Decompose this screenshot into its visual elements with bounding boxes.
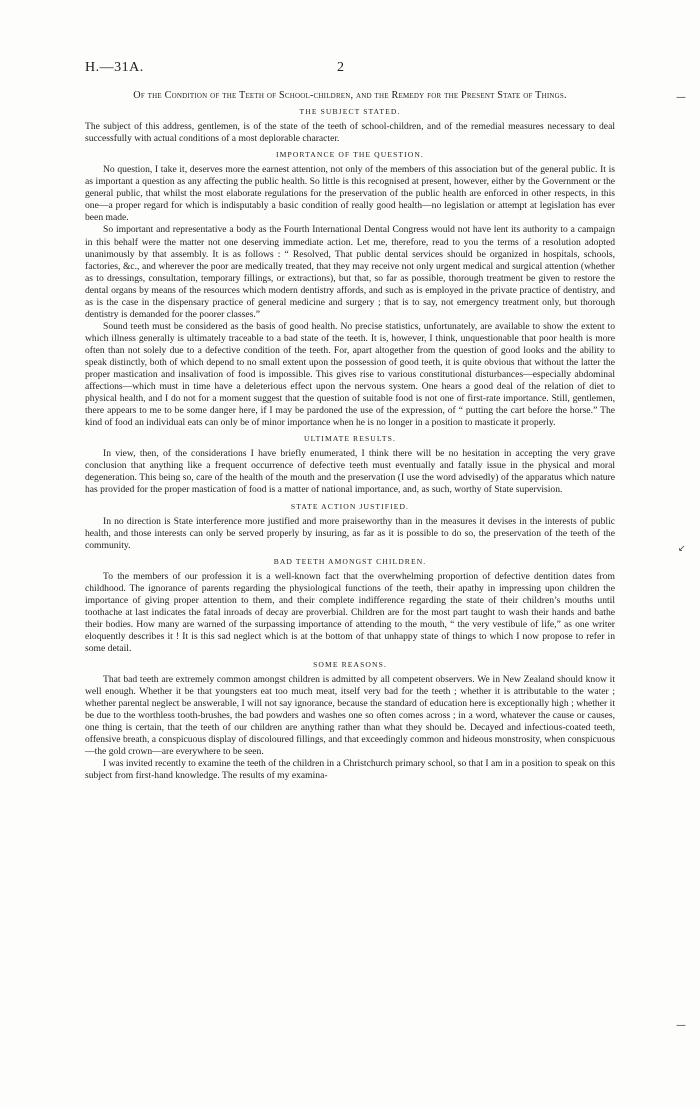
paragraph: So important and representative a body as the Fourth International Dental Congress would not have lent its authority to a campaign in this behalf were the matter not one deserving immediate action. Let me, therefore, read to you the terms of a resolution adopted unanimously by that assembly. It is as follows : “ Resolved, That public dental services should be organized in hospitals, schools, factories, &c., and wherever the poor are medically treated, that they may receive not only urgent medical and surgical attention (whether as to dressings, consultation, temporary fillings, or extractions), but that, so far as possible, thorough treatment be given to restore the dental organs by means of the resources which modern dentistry affords, and such as is employed in the private practice of dentistry, and as is the case in the dispensary practice of general medicine and surgery ; that is to say, not emergency treatment only, but thorough dentistry is demanded for the poorer classes.” xyxy=(85,224,615,320)
paragraph: That bad teeth are extremely common amongst children is admitted by all competent observers. We in New Zealand should know it well enough. Whether it be that youngsters eat too much meat, itself very bad for the teeth ; whether it is attributable to the water ; whether parental neglect be answerable, I will not say ignorance, because the standard of education here is exceptionally high ; whether it be due to the worthless tooth-brushes, the bad powders and washes one so often comes across ; in a word, whatever the cause or causes, one thing is certain, that the teeth of our children are anything rather than what they should be. Decayed and infectious-coated teeth, offensive breath, a conspicuous display of discoloured fillings, and that exceedingly common and hideous monstrosity, when conspicuous—the gold crown—are everywhere to be seen. xyxy=(85,674,615,758)
paragraph: No question, I take it, deserves more the earnest attention, not only of the members of this association but of the general public. It is as important a question as any affecting the public health. So little is this recognised at present, however, either by the Government or the general public, that whilst the most elaborate regulations for the preservation of the public health are enforced in other respects, in this one—a proper regard for which is indisputably a basic condition of really good health—no legislation or attempt at legislation has ever been made. xyxy=(85,164,615,224)
document-body xyxy=(85,90,615,783)
section-heading: IMPORTANCE OF THE QUESTION. xyxy=(276,150,424,160)
paragraph: To the members of our profession it is a well-known fact that the overwhelming proportion of defective dentition dates from childhood. The ignorance of parents regarding the physiological functions of the teeth, their apathy in impressing upon children the importance of giving proper attention to them, and their complete indifference regarding the state of their children’s mouths until toothache at last indicates the fatal inroads of decay are proverbial. Children are for the most part taught to wash their hands and bathe their bodies. How many are warned of the surpassing importance of attending to the mouth, “ the very vestibule of life,” as one writer eloquently describes it ! It is this sad neglect which is at the bottom of that unhappy state of things to which I now propose to refer in some detail. xyxy=(85,570,615,655)
paragraph: Sound teeth must be considered as the basis of good health. No precise statistics, unfortunately, are available to show the extent to which illness generally is ultimately traceable to a bad state of the teeth. It is, however, I think, unquestionable that poor health is more often than not solely due to a defective condition of the teeth. For, apart altogether from the question of good looks and the ability to speak distinctly, both of which depend to no small extent upon the possession of good teeth, it is quite obvious that without the latter the proper mastication and insalivation of food is impossible. This gives rise to various constitutional disturbances—especially abdominal affections—which must in time have a deleterious effect upon the nervous system. One hears a good deal of the relation of diet to physical health, and I do not for a moment suggest that the question of suitable food is not one of first-rate importance. Still, gentlemen, there appears to me to be some danger here, if I may be pardoned the use of the expression, of “ putting the cart before the horse.” The kind of food an individual eats can only be of minor importance when he is no longer in a position to masticate it properly. xyxy=(85,320,615,429)
margin-arrow-mark: ↙ xyxy=(678,544,686,554)
page-number: 2 xyxy=(337,60,344,75)
document-reference: H.—31A. xyxy=(85,60,144,75)
section-heading: THE SUBJECT STATED. xyxy=(299,107,401,117)
article-title: Of the Condition of the Teeth of School-children, and the Remedy for the Present State of Things. xyxy=(133,90,567,101)
section-heading: ULTIMATE RESULTS. xyxy=(304,434,396,444)
paragraph: In no direction is State interference more justified and more praiseworthy than in the measures it devises in the interests of public health, and those interests can only be served properly by insuring, as far as it is possible to do so, the preservation of the teeth of the community. xyxy=(85,515,615,551)
margin-dash-mark-bottom: — xyxy=(676,1020,686,1031)
paragraph: In view, then, of the considerations I have briefly enumerated, I think there will be no hesitation in accepting the very grave conclusion that anything like a frequent occurrence of defective teeth must eventually and fatally issue in the physical and moral degeneration. This being so, care of the health of the mouth and the preservation (I use the word advisedly) of the apparatus which nature has provided for the proper mastication of food is a matter of national importance, and, as such, worthy of State supervision. xyxy=(85,448,615,496)
section-heading: BAD TEETH AMONGST CHILDREN. xyxy=(273,556,427,566)
margin-dash-mark: — xyxy=(676,92,686,103)
page-header xyxy=(85,60,615,80)
paragraph: The subject of this address, gentlemen, is of the state of the teeth of school-children, and of the remedial measures necessary to deal successfully with actual conditions of a most deplorable character. xyxy=(85,121,615,145)
paragraph: I was invited recently to examine the teeth of the children in a Christchurch primary school, so that I am in a position to speak on this subject from first-hand knowledge. The results of my examina- xyxy=(85,758,615,782)
section-heading: SOME REASONS. xyxy=(313,660,387,670)
section-heading: STATE ACTION JUSTIFIED. xyxy=(290,501,410,511)
